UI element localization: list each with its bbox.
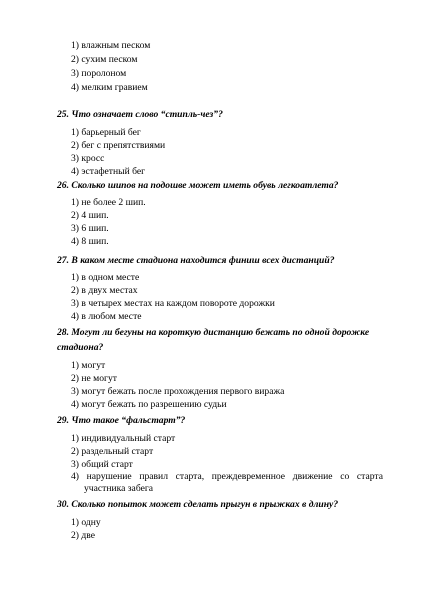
q27-answer-3: 3) в четырех местах на каждом повороте дорожки	[71, 298, 275, 309]
question-29: 29. Что такое “фальстарт”?	[57, 415, 186, 426]
q24-answer-4: 4) мелким гравием	[71, 82, 148, 93]
question-26: 26. Сколько шипов на подошве может иметь обувь легкоатлета?	[57, 180, 339, 191]
question-27: 27. В каком месте стадиона находится финиш всех дистанций?	[57, 255, 335, 266]
q29-answer-2: 2) раздельный старт	[71, 446, 154, 457]
q30-answer-2: 2) две	[71, 530, 96, 541]
q29-answer-1: 1) индивидуальный старт	[71, 433, 176, 444]
q30-answer-1: 1) одну	[71, 517, 101, 528]
q27-answer-1: 1) в одном месте	[71, 272, 140, 283]
q26-answer-3: 3) 6 шип.	[71, 223, 109, 234]
q26-answer-2: 2) 4 шип.	[71, 210, 109, 221]
q29-answer-4-line-1: 4) нарушение правил старта, преждевременное движение со старта	[71, 471, 383, 482]
q28-answer-1: 1) могут	[71, 360, 106, 371]
q24-answer-1: 1) влажным песком	[71, 40, 151, 51]
question-30: 30. Сколько попыток может сделать прыгун в прыжках в длину?	[57, 499, 339, 510]
q29-answer-4-line-2: участника забега	[84, 483, 154, 495]
q28-answer-4: 4) могут бежать по разрешению судьи	[71, 399, 227, 410]
q25-answer-2: 2) бег с препятствиями	[71, 140, 166, 151]
q28-answer-3: 3) могут бежать после прохождения первого виража	[71, 386, 285, 397]
question-28: 28. Могут ли бегуны на короткую дистанцию бежать по одной дорожке стадиона?	[57, 327, 370, 353]
q25-answer-3: 3) кросс	[71, 153, 105, 164]
q25-answer-4: 4) эстафетный бег	[71, 166, 146, 177]
q27-answer-2: 2) в двух местах	[71, 285, 138, 296]
q29-answer-4	[71, 471, 383, 495]
q24-answer-2: 2) сухим песком	[71, 54, 138, 65]
q27-answer-4: 4) в любом месте	[71, 311, 142, 322]
q25-answer-1: 1) барьерный бег	[71, 127, 141, 138]
question-25: 25. Что означает слово “стипль-чез”?	[57, 109, 223, 120]
q29-answer-3: 3) общий старт	[71, 459, 133, 470]
q26-answer-1: 1) не более 2 шип.	[71, 197, 146, 208]
q28-answer-2: 2) не могут	[71, 373, 117, 384]
q26-answer-4: 4) 8 шип.	[71, 236, 109, 247]
q24-answer-3: 3) поролоном	[71, 68, 127, 79]
